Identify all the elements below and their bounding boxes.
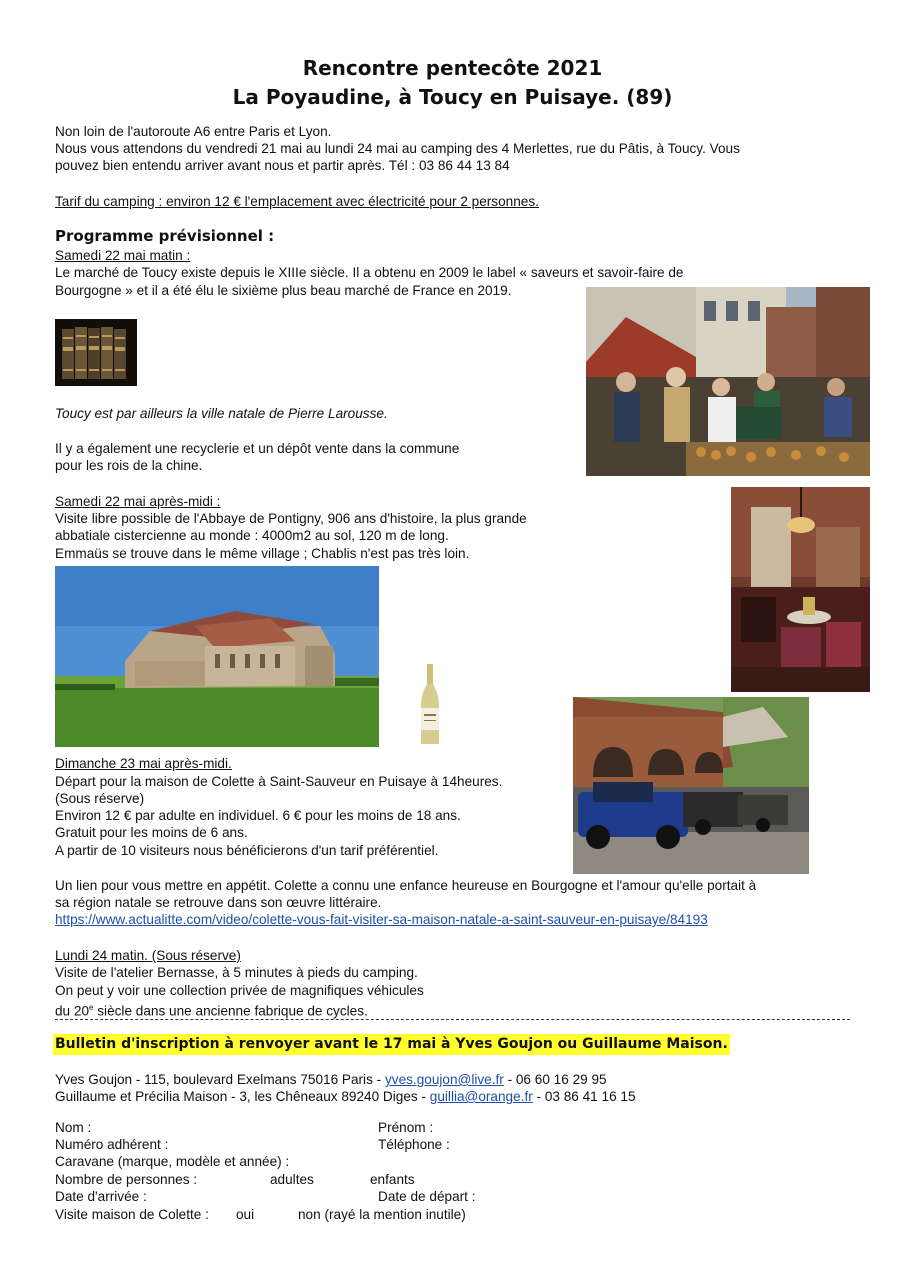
text-line: On peut y voir une collection privée de magnifiques véhicules bbox=[55, 983, 424, 998]
section-title-lundi: Lundi 24 matin. (Sous réserve) bbox=[55, 948, 241, 963]
form-option-oui: oui bbox=[236, 1207, 255, 1222]
form-label-nombre: Nombre de personnes : bbox=[55, 1172, 198, 1187]
form-label-visite: Visite maison de Colette : bbox=[55, 1207, 209, 1222]
programme-heading: Programme prévisionnel : bbox=[55, 227, 275, 245]
form-option-non: non (rayé la mention inutile) bbox=[298, 1207, 466, 1222]
section-title-dimanche: Dimanche 23 mai après-midi. bbox=[55, 756, 232, 771]
form-label-telephone: Téléphone : bbox=[378, 1137, 450, 1152]
text-line: Emmaüs se trouve dans le même village ; Chablis n'est pas très loin. bbox=[55, 546, 470, 561]
page-subtitle: La Poyaudine, à Toucy en Puisaye. (89) bbox=[232, 85, 673, 109]
text-line: abbatiale cistercienne au monde : 4000m2 au sol, 120 m de long. bbox=[55, 528, 449, 543]
form-label-caravane: Caravane (marque, modèle et année) : bbox=[55, 1154, 290, 1169]
form-label-arrivee: Date d'arrivée : bbox=[55, 1189, 147, 1204]
text-line: Il y a également une recyclerie et un dépôt vente dans la commune bbox=[55, 441, 460, 456]
text-line: Bourgogne » et il a été élu le sixième plus beau marché de France en 2019. bbox=[55, 283, 512, 298]
contact-guillaume: Guillaume et Précilia Maison - 3, les Chêneaux 89240 Diges - guillia@orange.fr - 03 86 41 16 15 bbox=[55, 1089, 636, 1104]
form-label-nom: Nom : bbox=[55, 1120, 92, 1135]
text-line: du 20e siècle dans une ancienne fabrique de cycles. bbox=[55, 1003, 368, 1019]
text-line: sa région natale se retrouve dans son œuvre littéraire. bbox=[55, 895, 382, 910]
text-line: Visite de l'atelier Bernasse, à 5 minutes à pieds du camping. bbox=[55, 965, 418, 980]
text-line: Départ pour la maison de Colette à Saint-Sauveur en Puisaye à 14heures. bbox=[55, 774, 503, 789]
intro-line: Nous vous attendons du vendredi 21 mai au lundi 24 mai au camping des 4 Merlettes, rue du Pâtis, à Toucy. Vous bbox=[55, 141, 740, 156]
camping-tarif: Tarif du camping : environ 12 € l'emplacement avec électricité pour 2 personnes. bbox=[55, 194, 539, 209]
larousse-text: Toucy est par ailleurs la ville natale de Pierre Larousse. bbox=[55, 406, 388, 421]
colette-video-link[interactable]: https://www.actualitte.com/video/colette-vous-fait-visiter-sa-maison-natale-a-saint-sauveur-en-puisaye/84193 bbox=[55, 912, 708, 927]
intro-line: pouvez bien entendu arriver avant nous et partir après. Tél : 03 86 44 13 84 bbox=[55, 158, 510, 173]
text-line: Visite libre possible de l'Abbaye de Pontigny, 906 ans d'histoire, la plus grande bbox=[55, 511, 527, 526]
form-label-prenom: Prénom : bbox=[378, 1120, 434, 1135]
text-line: Gratuit pour les moins de 6 ans. bbox=[55, 825, 248, 840]
form-label-depart: Date de départ : bbox=[378, 1189, 476, 1204]
colette-house-interior-image bbox=[731, 487, 870, 692]
email-link-yves[interactable]: yves.goujon@live.fr bbox=[384, 1072, 504, 1087]
email-link-guillaume[interactable]: guillia@orange.fr bbox=[429, 1089, 533, 1104]
cut-line-divider bbox=[55, 1019, 850, 1020]
text-line: Le marché de Toucy existe depuis le XIIIe siècle. Il a obtenu en 2009 le label « saveurs et savoir-faire de bbox=[55, 265, 684, 280]
contact-yves: Yves Goujon - 115, boulevard Exelmans 75016 Paris - yves.goujon@live.fr - 06 60 16 29 95 bbox=[55, 1072, 607, 1087]
text-line: (Sous réserve) bbox=[55, 791, 145, 806]
bulletin-banner: Bulletin d'inscription à renvoyer avant le 17 mai à Yves Goujon ou Guillaume Maison. bbox=[53, 1034, 730, 1055]
text-line: Un lien pour vous mettre en appétit. Colette a connu une enfance heureuse en Bourgogne et l'amour qu'elle portait à bbox=[55, 878, 757, 893]
form-label-enfants: enfants bbox=[370, 1172, 415, 1187]
intro-line: Non loin de l'autoroute A6 entre Paris et Lyon. bbox=[55, 124, 332, 139]
page-title: Rencontre pentecôte 2021 bbox=[302, 56, 603, 80]
form-label-adultes: adultes bbox=[270, 1172, 314, 1187]
section-title-samedi-apres-midi: Samedi 22 mai après-midi : bbox=[55, 494, 221, 509]
section-title-samedi-matin: Samedi 22 mai matin : bbox=[55, 248, 191, 263]
toucy-market-image bbox=[586, 287, 870, 476]
text-line: A partir de 10 visiteurs nous bénéficierons d'un tarif préférentiel. bbox=[55, 843, 439, 858]
atelier-bernasse-cars-image bbox=[573, 697, 809, 874]
larousse-books-image bbox=[55, 319, 137, 386]
form-label-numero: Numéro adhérent : bbox=[55, 1137, 169, 1152]
text-line: Environ 12 € par adulte en individuel. 6 € pour les moins de 18 ans. bbox=[55, 808, 461, 823]
pontigny-abbey-image bbox=[55, 566, 379, 747]
text-line: pour les rois de la chine. bbox=[55, 458, 203, 473]
chablis-wine-bottle-image bbox=[418, 664, 442, 746]
